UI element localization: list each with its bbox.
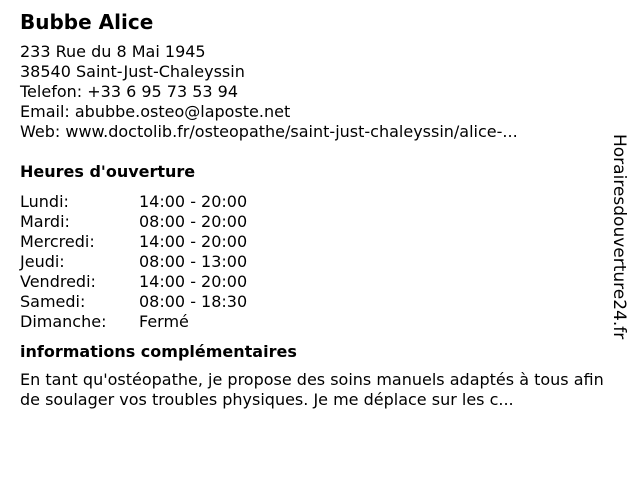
day-label: Vendredi: xyxy=(20,272,96,291)
business-name: Bubbe Alice xyxy=(20,10,154,34)
hours-row-lundi xyxy=(20,192,247,212)
day-hours: 14:00 - 20:00 xyxy=(139,192,248,211)
hours-row-dimanche xyxy=(20,312,247,332)
address-street: 233 Rue du 8 Mai 1945 xyxy=(20,42,206,61)
day-label: Mercredi: xyxy=(20,232,95,251)
additional-info-heading: informations complémentaires xyxy=(20,342,297,361)
opening-hours-table xyxy=(20,192,247,332)
hours-row-mardi xyxy=(20,212,247,232)
day-label: Lundi: xyxy=(20,192,69,211)
opening-hours-heading: Heures d'ouverture xyxy=(20,162,196,181)
hours-row-jeudi xyxy=(20,252,247,272)
day-label: Dimanche: xyxy=(20,312,107,331)
day-hours: 08:00 - 20:00 xyxy=(139,212,248,231)
hours-row-samedi xyxy=(20,292,247,312)
site-watermark: Horairesdouverture24.fr xyxy=(609,134,629,340)
address-city: 38540 Saint-Just-Chaleyssin xyxy=(20,62,245,81)
day-hours: 14:00 - 20:00 xyxy=(139,232,248,251)
email-address[interactable]: Email: abubbe.osteo@laposte.net xyxy=(20,102,291,121)
day-label: Samedi: xyxy=(20,292,86,311)
day-hours: Fermé xyxy=(139,312,189,331)
hours-row-vendredi xyxy=(20,272,247,292)
hours-row-mercredi xyxy=(20,232,247,252)
phone-number[interactable]: Telefon: +33 6 95 73 53 94 xyxy=(20,82,239,101)
day-hours: 08:00 - 13:00 xyxy=(139,252,248,271)
business-card xyxy=(20,9,620,410)
additional-info-text: En tant qu'ostéopathe, je propose des soins manuels adaptés à tous afin de soulager vos troubles physiques. Je me déplace sur les c... xyxy=(20,370,604,409)
day-hours: 14:00 - 20:00 xyxy=(139,272,248,291)
day-label: Jeudi: xyxy=(20,252,65,271)
website-link[interactable]: Web: www.doctolib.fr/osteopathe/saint-just-chaleyssin/alice-... xyxy=(20,122,518,141)
day-label: Mardi: xyxy=(20,212,70,231)
day-hours: 08:00 - 18:30 xyxy=(139,292,248,311)
